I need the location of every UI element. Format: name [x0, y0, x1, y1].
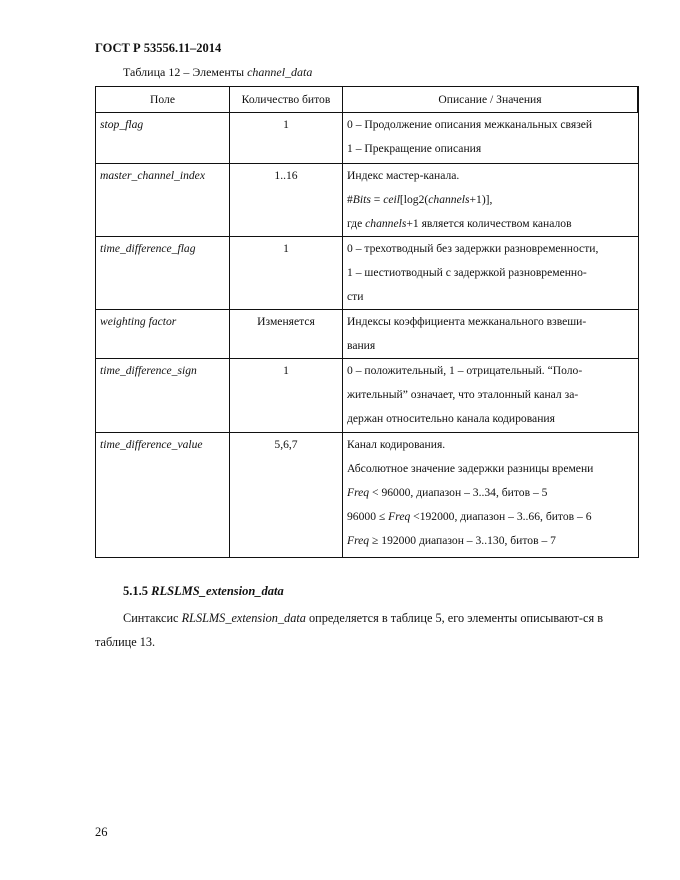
column-header-bits: Количество битов: [230, 87, 343, 113]
description-line: держан относительно канала кодирования: [347, 412, 555, 425]
description-cell: [343, 359, 639, 433]
paragraph-text: определяется в таблице 5, его элементы описывают-ся в таблице 13.: [95, 611, 604, 649]
field-cell: time_difference_value: [96, 433, 230, 558]
bits-cell: 1: [230, 113, 343, 164]
column-header-field: Поле: [96, 87, 230, 113]
table-row: [96, 237, 639, 310]
description-line: вания: [347, 339, 376, 352]
body-paragraph: [95, 606, 634, 654]
description-cell: [343, 113, 639, 164]
page-number: 26: [95, 825, 108, 839]
table-row: [96, 359, 639, 433]
document-header: ГОСТ Р 53556.11–2014: [95, 41, 222, 55]
section-number: 5.1.5: [123, 584, 148, 598]
column-header-description: Описание / Значения: [343, 87, 639, 113]
description-line: Индекс мастер-канала.: [347, 169, 460, 182]
table-row: [96, 433, 639, 558]
bits-cell: Изменяется: [230, 310, 343, 359]
description-line: 96000 ≤ Freq <192000, диапазон – 3..66, битов – 6: [347, 510, 592, 523]
description-line: Индексы коэффициента межканального взвеши-: [347, 315, 587, 328]
section-title: RLSLMS_extension_data: [151, 584, 284, 598]
description-cell: [343, 164, 639, 237]
field-cell: stop_flag: [96, 113, 230, 164]
description-line: 1 – шестиотводный с задержкой разновременно-: [347, 266, 587, 279]
description-line: сти: [347, 290, 364, 303]
table-row: [96, 113, 639, 164]
section-heading: [123, 584, 284, 599]
bits-cell: 1: [230, 237, 343, 310]
description-line: жительный” означает, что эталонный канал за-: [347, 388, 579, 401]
description-line: #Bits = ceil[log2(channels+1)],: [347, 193, 493, 206]
channel-data-table: [95, 86, 639, 558]
description-line: 0 – Продолжение описания межканальных связей: [347, 118, 593, 131]
description-line: Freq < 96000, диапазон – 3..34, битов – 5: [347, 486, 548, 499]
description-line: Freq ≥ 192000 диапазон – 3..130, битов – 7: [347, 534, 556, 547]
paragraph-italic: RLSLMS_extension_data: [181, 611, 306, 625]
paragraph-text: Синтаксис: [123, 611, 179, 625]
caption-text: Таблица 12 – Элементы: [123, 65, 245, 79]
field-cell: time_difference_flag: [96, 237, 230, 310]
bits-cell: 1..16: [230, 164, 343, 237]
description-cell: [343, 237, 639, 310]
field-cell: master_channel_index: [96, 164, 230, 237]
field-cell: time_difference_sign: [96, 359, 230, 433]
description-line: где channels+1 является количеством каналов: [347, 217, 572, 230]
bits-cell: 5,6,7: [230, 433, 343, 558]
description-cell: [343, 310, 639, 359]
caption-italic: channel_data: [247, 65, 313, 79]
description-line: 1 – Прекращение описания: [347, 142, 482, 155]
bits-cell: 1: [230, 359, 343, 433]
table-caption: [123, 65, 312, 80]
field-cell: weighting factor: [96, 310, 230, 359]
description-line: 0 – трехотводный без задержки разновременности,: [347, 242, 599, 255]
table-header-row: [96, 87, 639, 113]
table-row: [96, 164, 639, 237]
description-line: Канал кодирования.: [347, 438, 446, 451]
description-cell: [343, 433, 639, 558]
description-line: Абсолютное значение задержки разницы времени: [347, 462, 594, 475]
description-line: 0 – положительный, 1 – отрицательный. “Поло-: [347, 364, 583, 377]
table-row: [96, 310, 639, 359]
